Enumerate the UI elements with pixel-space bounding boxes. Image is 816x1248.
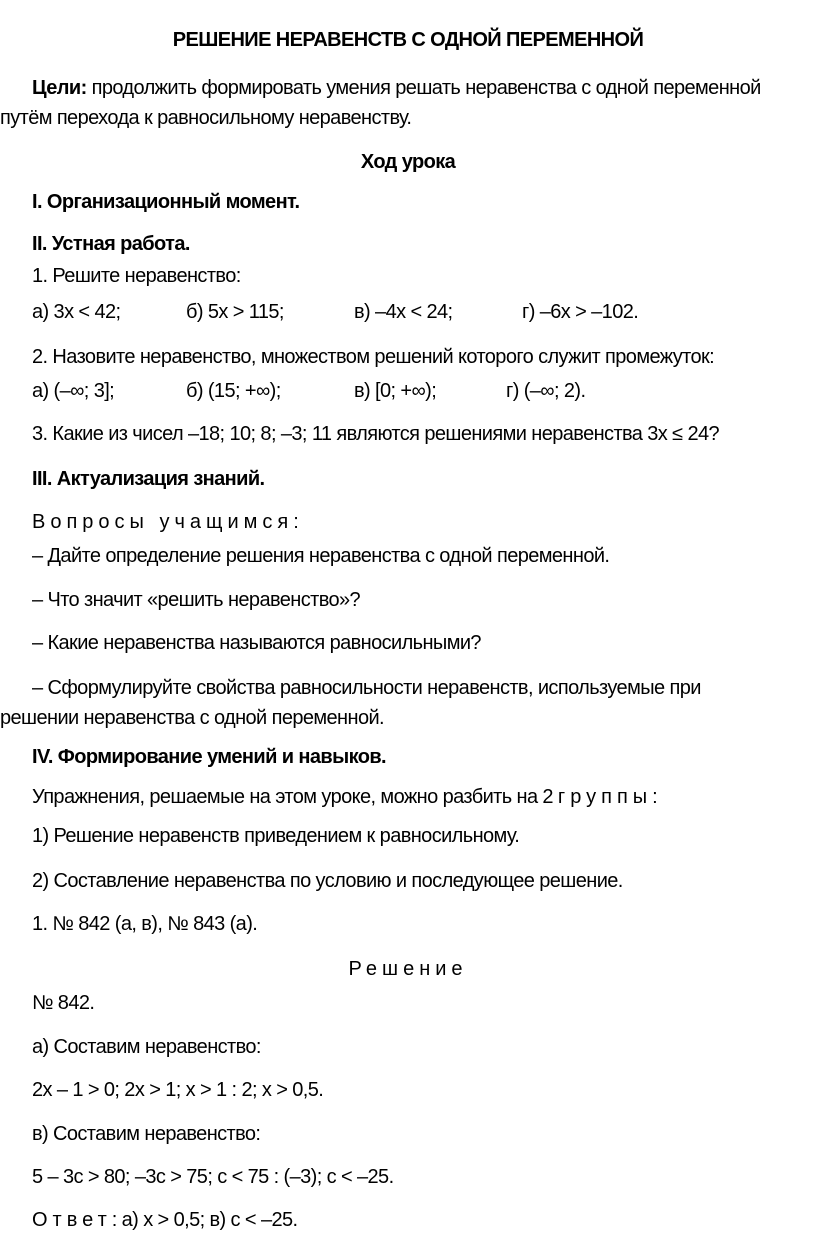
questions-label: Вопросы учащимся: [32,511,304,533]
task-2-item-b: б) (15; +∞); [186,380,281,402]
goals-line-1 [32,75,761,101]
solution-label: Решение [348,958,468,980]
goals-text-1: продолжить формировать умения решать неравенства с одной переменной [86,77,761,99]
section-4-heading: IV. Формирование умений и навыков. [32,746,386,768]
task-1-item-v: в) –4x < 24; [354,301,453,323]
page-title: РЕШЕНИЕ НЕРАВЕНСТВ С ОДНОЙ ПЕРЕМЕННОЙ [172,29,644,51]
question-4-line-2: решении неравенства с одной переменной. [0,707,385,729]
task-2-item-g: г) (–∞; 2). [506,380,586,402]
exercise-list: 1. № 842 (а, в), № 843 (а). [32,913,258,935]
question-2: – Что значит «решить неравенство»? [32,589,361,611]
task-2: 2. Назовите неравенство, множеством решений которого служит промежуток: [32,346,715,368]
goals-label: Цели: [32,77,87,99]
part-a-solution: 2x – 1 > 0; 2x > 1; x > 1 : 2; x > 0,5. [32,1079,324,1101]
goals-line-2: путём перехода к равносильному неравенству. [0,107,412,129]
section-1-heading: I. Организационный момент. [32,191,300,213]
part-a-label: а) Составим неравенство: [32,1036,261,1058]
intro-text: Упражнения, решаемые на этом уроке, можно разбить на 2 [32,786,558,808]
part-v-solution: 5 – 3c > 80; –3c > 75; c < 75 : (–3); c < –25. [32,1166,394,1188]
section-4-intro [32,784,657,810]
task-1-item-a: а) 3x < 42; [32,301,121,323]
task-1: 1. Решите неравенство: [32,265,241,287]
task-1-items [32,299,638,325]
group-item-2: 2) Составление неравенства по условию и последующее решение. [32,870,623,892]
task-2-item-a: а) (–∞; 3]; [32,380,115,402]
answer-text: : а) x > 0,5; в) c < –25. [111,1209,298,1231]
intro-colon: : [652,786,658,808]
intro-spaced-word: группы [557,786,653,808]
answer-label: Ответ [32,1209,112,1231]
task-2-items [32,378,585,404]
task-1-item-g: г) –6x > –102. [522,301,639,323]
question-4-line-1: – Сформулируйте свойства равносильности неравенств, используемые при [32,677,701,699]
question-1: – Дайте определение решения неравенства с одной переменной. [32,545,610,567]
section-2-heading: II. Устная работа. [32,233,190,255]
answer-line [32,1207,297,1233]
question-3: – Какие неравенства называются равносильными? [32,632,481,654]
task-1-item-b: б) 5x > 115; [186,301,284,323]
task-2-item-v: в) [0; +∞); [354,380,437,402]
exercise-number: № 842. [32,992,95,1014]
part-v-label: в) Составим неравенство: [32,1123,261,1145]
section-3-heading: III. Актуализация знаний. [32,468,265,490]
group-item-1: 1) Решение неравенств приведением к равносильному. [32,825,520,847]
lesson-heading: Ход урока [360,151,456,173]
task-3: 3. Какие из чисел –18; 10; 8; –3; 11 являются решениями неравенства 3x ≤ 24? [32,423,720,445]
